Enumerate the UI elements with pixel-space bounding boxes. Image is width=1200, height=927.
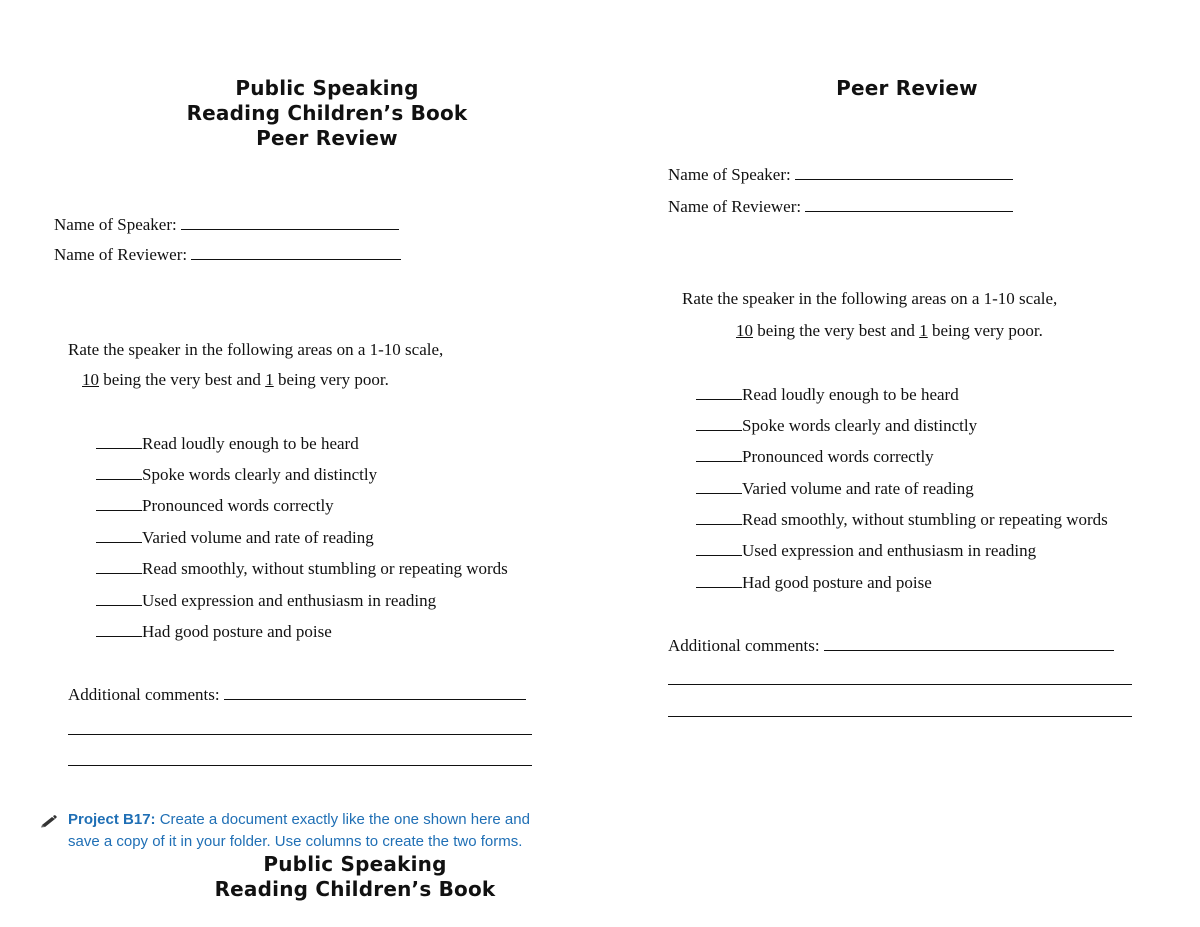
right-item-2 [696, 415, 977, 436]
left-item-2 [96, 464, 377, 485]
right-item-label: Read loudly enough to be heard [742, 385, 959, 404]
left-rate-end: being very poor. [273, 370, 389, 389]
left-rate-worst: 1 [265, 370, 274, 389]
left-item-7 [96, 621, 332, 642]
right-rate-best: 10 [736, 321, 753, 340]
left-comments-field [68, 684, 526, 705]
left-rate-mid: being the very best and [99, 370, 266, 389]
left-speaker-blank[interactable] [181, 214, 399, 230]
right-item-label: Pronounced words correctly [742, 447, 934, 466]
right-item-3 [696, 446, 934, 467]
right-comments-blank[interactable] [824, 635, 1114, 651]
right-speaker-field [668, 164, 1013, 185]
left-comments-blank[interactable] [224, 684, 526, 700]
right-score-blank[interactable] [696, 478, 742, 494]
right-comments-field [668, 635, 1114, 656]
right-item-label: Read smoothly, without stumbling or repeating words [742, 510, 1108, 529]
right-reviewer-label: Name of Reviewer: [668, 197, 802, 216]
left-item-4 [96, 527, 374, 548]
left-reviewer-blank[interactable] [191, 244, 401, 260]
right-comments-label: Additional comments: [668, 636, 820, 655]
left-reviewer-field [54, 244, 401, 265]
left-score-blank[interactable] [96, 464, 142, 480]
left-title-line-2: Reading Children’s Book [186, 101, 468, 125]
right-item-1 [696, 384, 959, 405]
left-speaker-label: Name of Speaker: [54, 215, 177, 234]
right-item-label: Varied volume and rate of reading [742, 479, 974, 498]
left-title [177, 76, 477, 151]
left-item-label: Spoke words clearly and distinctly [142, 465, 378, 484]
right-rate-worst: 1 [919, 321, 928, 340]
left-item-label: Read smoothly, without stumbling or repeating words [142, 559, 508, 578]
bottom-title [205, 852, 505, 902]
left-score-blank[interactable] [96, 495, 142, 511]
left-rate-best: 10 [82, 370, 99, 389]
project-text-line-1: Create a document exactly like the one shown here and [155, 811, 530, 828]
left-rate-line-1: Rate the speaker in the following areas on a 1-10 scale, [68, 340, 444, 359]
right-rate-line-1: Rate the speaker in the following areas on a 1-10 scale, [682, 289, 1058, 308]
left-title-line-3: Peer Review [256, 126, 398, 150]
left-comments-line-2[interactable] [68, 734, 532, 735]
right-speaker-label: Name of Speaker: [668, 165, 791, 184]
left-comments-line-3[interactable] [68, 765, 532, 766]
right-item-5 [696, 509, 1108, 530]
right-item-7 [696, 572, 932, 593]
project-line-1 [68, 809, 530, 831]
right-score-blank[interactable] [696, 572, 742, 588]
left-score-blank[interactable] [96, 527, 142, 543]
left-item-label: Pronounced words correctly [142, 496, 334, 515]
right-reviewer-field [668, 196, 1013, 217]
project-label: Project B17: [68, 811, 156, 828]
right-comments-line-2[interactable] [668, 684, 1132, 685]
left-comments-label: Additional comments: [68, 685, 220, 704]
right-score-blank[interactable] [696, 446, 742, 462]
right-title: Peer Review [836, 76, 978, 100]
right-item-label: Had good posture and poise [742, 573, 932, 592]
right-score-blank[interactable] [696, 540, 742, 556]
right-score-blank[interactable] [696, 509, 742, 525]
bottom-title-line-2: Reading Children’s Book [214, 877, 496, 901]
left-item-5 [96, 558, 508, 579]
left-item-6 [96, 590, 436, 611]
project-text [68, 809, 530, 853]
right-item-label: Spoke words clearly and distinctly [742, 416, 978, 435]
pencil-icon [40, 814, 58, 828]
right-reviewer-blank[interactable] [805, 196, 1013, 212]
left-item-label: Varied volume and rate of reading [142, 528, 374, 547]
left-item-3 [96, 495, 334, 516]
right-item-4 [696, 478, 974, 499]
left-score-blank[interactable] [96, 433, 142, 449]
left-score-blank[interactable] [96, 590, 142, 606]
right-comments-line-3[interactable] [668, 716, 1132, 717]
right-rate-mid: being the very best and [753, 321, 920, 340]
left-reviewer-label: Name of Reviewer: [54, 245, 188, 264]
project-text-line-2: save a copy of it in your folder. Use columns to create the two forms. [68, 833, 523, 850]
right-speaker-blank[interactable] [795, 164, 1013, 180]
left-rate-line-2 [82, 370, 389, 390]
right-score-blank[interactable] [696, 415, 742, 431]
left-title-line-1: Public Speaking [235, 76, 419, 100]
left-score-blank[interactable] [96, 558, 142, 574]
left-item-label: Used expression and enthusiasm in reading [142, 591, 437, 610]
left-speaker-field [54, 214, 399, 235]
right-rate-line-2 [736, 321, 1043, 341]
right-rate-end: being very poor. [927, 321, 1043, 340]
left-item-label: Read loudly enough to be heard [142, 434, 359, 453]
left-item-label: Had good posture and poise [142, 622, 332, 641]
left-score-blank[interactable] [96, 621, 142, 637]
right-item-label: Used expression and enthusiasm in reading [742, 541, 1037, 560]
right-item-6 [696, 540, 1036, 561]
bottom-title-line-1: Public Speaking [263, 852, 447, 876]
left-item-1 [96, 433, 359, 454]
right-score-blank[interactable] [696, 384, 742, 400]
